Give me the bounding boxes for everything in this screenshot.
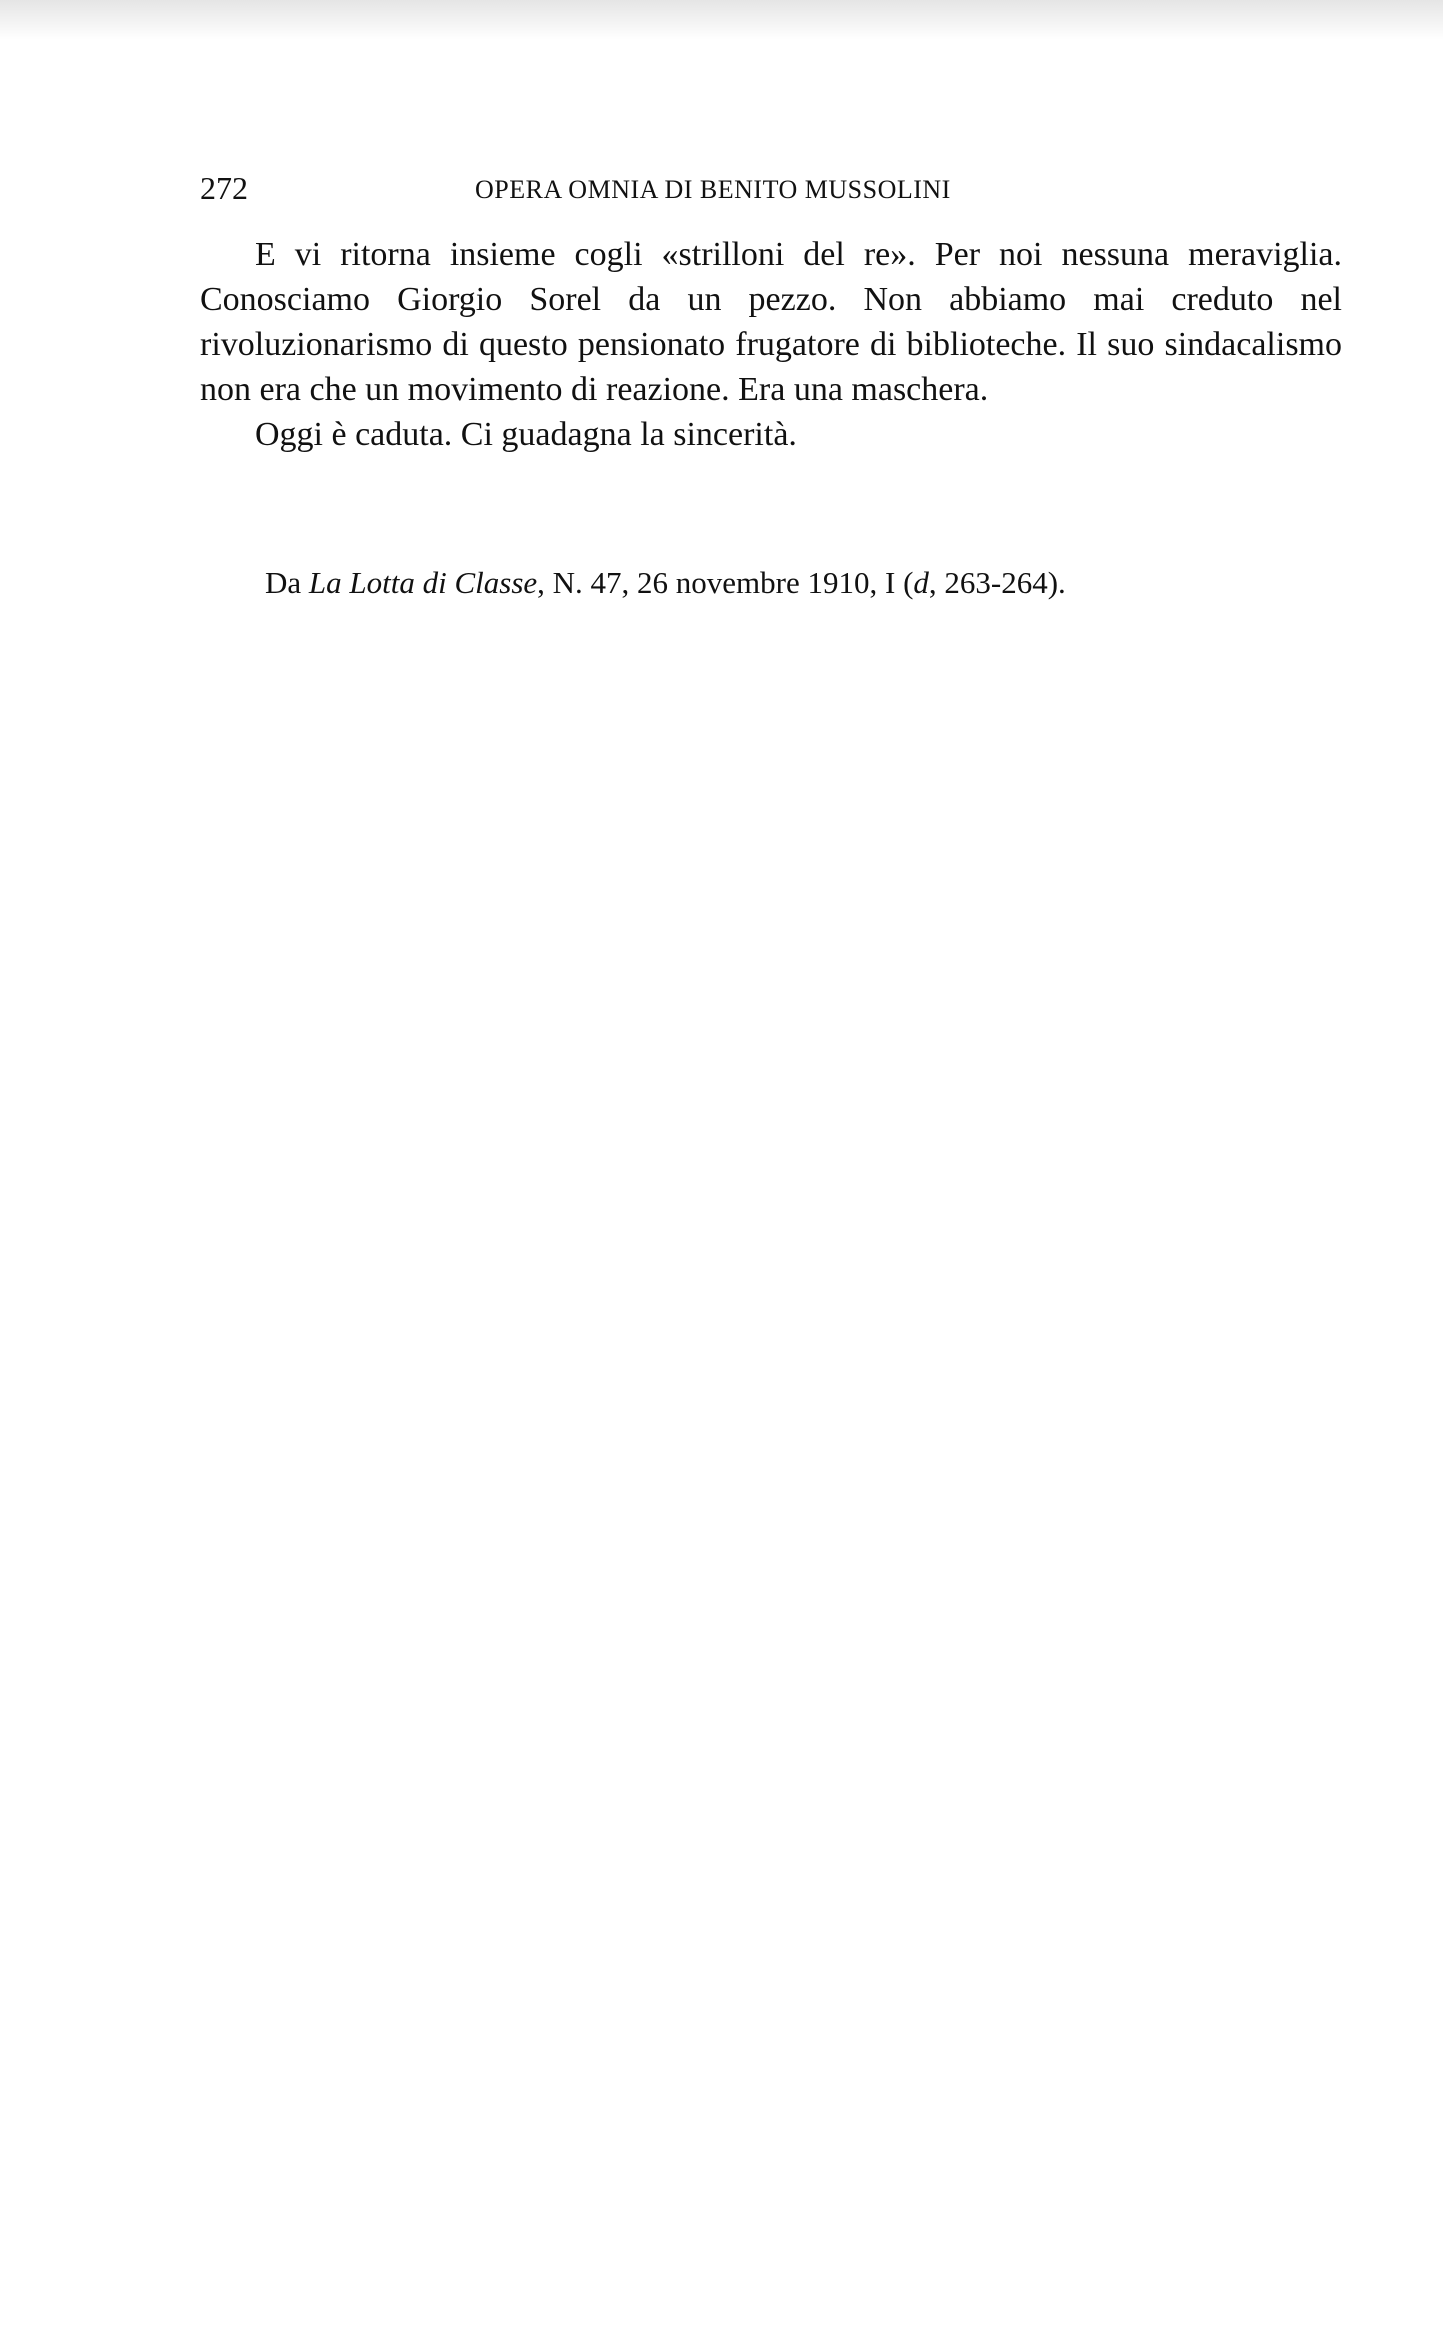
paragraph-2: Oggi è caduta. Ci guadagna la sincerità. <box>255 416 797 453</box>
running-title: OPERA OMNIA DI BENITO MUSSOLINI <box>475 175 951 204</box>
source-citation <box>265 563 1066 603</box>
page-number: 272 <box>200 170 248 206</box>
source-publication: La Lotta di Classe <box>308 565 538 600</box>
paragraph-1: E vi ritorna insieme cogli «strilloni del re». Per noi nessuna meraviglia. Conosciamo Giorgio Sorel da un pezzo. Non abbiamo mai creduto nel rivoluzionarismo di questo pensionato frugatore di biblioteche. Il suo sindacalismo non era che un movimento di reazione. Era una maschera. <box>200 236 1342 408</box>
scan-edge-shadow <box>0 0 1443 40</box>
source-pages: , 263-264). <box>928 565 1066 600</box>
source-details: , N. 47, 26 novembre 1910, I ( <box>537 565 914 600</box>
source-volume: d <box>913 565 929 600</box>
body-text <box>200 232 1342 457</box>
page-header <box>200 168 1070 208</box>
source-prefix: Da <box>265 565 309 600</box>
